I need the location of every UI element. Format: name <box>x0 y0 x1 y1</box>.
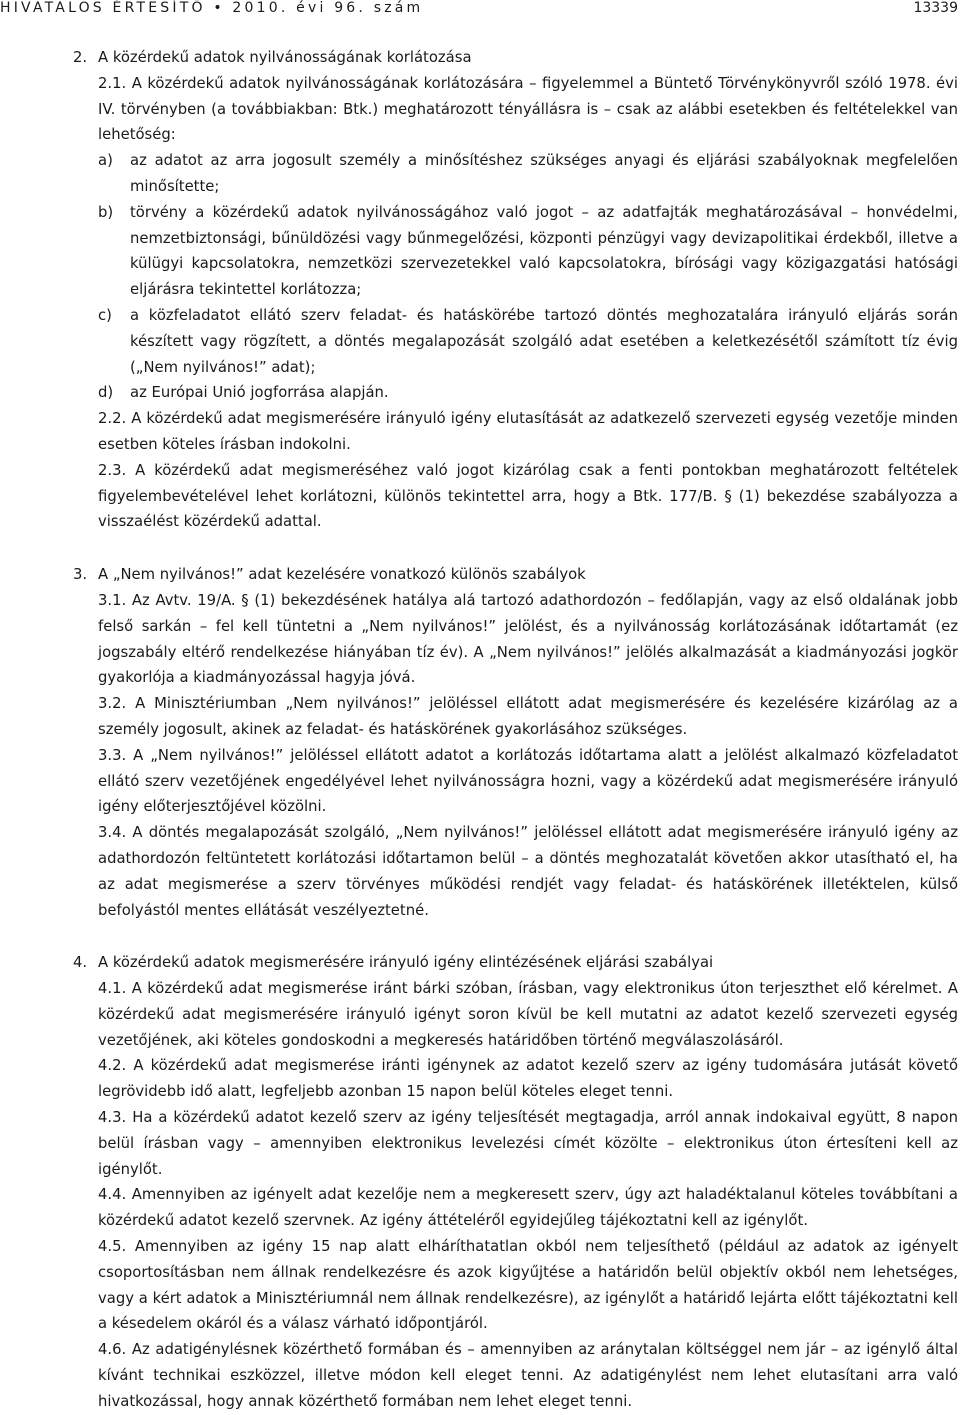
list-marker: b) <box>98 203 114 221</box>
paragraph: 2.2. A közérdekű adat megismerésére irányuló igény elutasítását az adatkezelő szervezeti egység vezetője minden esetben köteles írásban indokolni. <box>98 410 958 453</box>
section-title <box>73 45 958 71</box>
paragraph: 2.3. A közérdekű adat megismeréséhez való jogot kizárólag csak a fenti pontokban meghatározott feltételek figyelembevételével lehet korlátozni, különös tekintettel arra, hogy a Btk. 177/B. § (1) bekezdése szabályozza a visszaélést közérdekű adattal. <box>98 461 958 531</box>
list-marker: a) <box>98 152 113 170</box>
paragraph: 3.1. Az Avtv. 19/A. § (1) bekezdésének hatálya alá tartozó adathordozón – fedőlapján, vagy az első oldalának jobb felső sarkán – fel kell tüntetni a „Nem nyilvános!” jelölést, és a nyilvánosság korlátozásának időtartamát (ez jogszabály eltérő rendelkezése hiányában tíz év). A „Nem nyilvános!” jelölés alkalmazását a kiadmányozási jogkör gyakorlója a kiadmányozással hagyja jóvá. <box>98 591 958 687</box>
section-number: 2. <box>73 49 88 66</box>
section-number: 3. <box>73 566 88 584</box>
list-item-text: az Európai Unió jogforrása alapján. <box>130 384 389 402</box>
list-item <box>98 303 958 380</box>
paragraph: 3.3. A „Nem nyilvános!” jelöléssel ellátott adatot a korlátozás időtartama alatt a jelölést alkalmazó közfeladatot ellátó szerv vezetőjének engedélyével lehet nyilvánosságra hozni, vagy a közérdekű adat megismerésére irányuló igény előterjesztőjével közölni. <box>98 746 958 816</box>
section-number: 4. <box>73 954 88 972</box>
journal-title: HIVATALOS ÉRTESÍTŐ • 2010. évi 96. szám <box>0 0 424 16</box>
page-number: 13339 <box>913 0 958 16</box>
list-item <box>98 380 958 406</box>
list-item <box>98 148 958 200</box>
list-marker: c) <box>98 306 112 324</box>
section-gap <box>98 535 958 562</box>
section-title-text: A közérdekű adatok megismerésére irányuló igény elintézésének eljárási szabályai <box>98 954 714 972</box>
section-title <box>73 950 958 976</box>
section-title-text: A közérdekű adatok nyilvánosságának korlátozása <box>98 49 472 66</box>
list-item-text: az adatot az arra jogosult személy a minősítéshez szükséges anyagi és eljárási szabályoknak megfelelően minősítette; <box>130 152 958 195</box>
list-item-text: a közfeladatot ellátó szerv feladat- és hatáskörébe tartozó döntés meghozatalára irányuló eljárás során készített vagy rögzített, a döntés megalapozását szolgáló adat esetében a keletkezésétől számított tíz évig („Nem nyilvános!” adat); <box>130 306 958 376</box>
page-header <box>0 0 960 20</box>
paragraph: 3.4. A döntés megalapozását szolgáló, „Nem nyilvános!” jelöléssel ellátott adat megismerésére irányuló igény az adathordozón feltüntetett korlátozási időtartamon belül – a döntés meghozatalát követően akkor utasítható el, ha az adat megismerése a szerv törvényes működési rendjét vagy feladat- és hatáskörének illetéktelen, külső befolyástól mentes ellátását veszélyeztetné. <box>98 824 958 919</box>
document-body <box>73 45 958 1415</box>
paragraph: 2.1. A közérdekű adatok nyilvánosságának korlátozására – figyelemmel a Büntető Törvénykönyvről szóló 1978. évi IV. törvényben (a továbbiakban: Btk.) meghatározott tényállásra is – csak az alábbi esetekben és feltételekkel van lehetőség: <box>98 74 958 144</box>
paragraph: 4.2. A közérdekű adat megismerése iránti igénynek az adatot kezelő szerv az igény tudomására jutását követő legrövidebb idő alatt, legfeljebb azonban 15 napon belül köteles eleget tenni. <box>98 1057 958 1101</box>
paragraph: 4.1. A közérdekű adat megismerése iránt bárki szóban, írásban, vagy elektronikus úton terjeszthet elő kérelmet. A közérdekű adat megismerésére irányuló igényt soron kívül be kell mutatni az adatot kezelő szervezeti egység vezetőjének, aki köteles gondoskodni a megkeresés határidőben történő megválaszolásáról. <box>98 980 958 1049</box>
paragraph: 3.2. A Minisztériumban „Nem nyilvános!” jelöléssel ellátott adat megismerésére és kezelésére kizárólag az a személy jogosult, akinek az feladat- és hatáskörének gyakorlásához szükséges. <box>98 695 958 738</box>
list-item <box>98 200 958 303</box>
section-gap <box>98 923 958 950</box>
paragraph: 4.6. Az adatigénylésnek közérthető formában és – amennyiben az aránytalan költséggel nem jár – az igénylő által kívánt technikai eszközzel, illetve módon kell eleget tenni. Az adatigénylést nem lehet elutasítani arra való hivatkozással, hogy annak közérthető formában nem lehet eleget tenni. <box>98 1341 958 1410</box>
paragraph: 4.4. Amennyiben az igényelt adat kezelője nem a megkeresett szerv, úgy azt haladéktalanul köteles továbbítani a közérdekű adatot kezelő szervnek. Az igény áttételéről egyidejűleg tájékoztatni kell az igénylőt. <box>98 1186 958 1230</box>
list-item-text: törvény a közérdekű adatok nyilvánosságához való jogot – az adatfajták meghatározásával – honvédelmi, nemzetbiztonsági, bűnüldözési vagy bűnmegelőzési, központi pénzügyi vagy devizapolitikai érdekből, illetve a külügyi kapcsolatokra, nemzetközi szervezetekkel való kapcsolatokra, bírósági vagy közigazgatási hatósági eljárásra tekintettel korlátozza; <box>130 203 958 299</box>
list-marker: d) <box>98 384 114 402</box>
paragraph: 4.3. Ha a közérdekű adatot kezelő szerv az igény teljesítését megtagadja, arról annak indokaival együtt, 8 napon belül írásban vagy – amennyiben elektronikus levelezési címét közölte – elektronikus úton értesíteni kell az igénylőt. <box>98 1109 958 1178</box>
paragraph: 4.5. Amennyiben az igény 15 nap alatt elháríthatatlan okból nem teljesíthető (például az adatok az igényelt csoportosításban nem állnak rendelkezésre és azok kigyűjtése a határidőn belül objektív okból nem lehetséges, vagy a kért adatok a Minisztériumnál nem állnak rendelkezésre), az igénylőt a határidő lejárta előtt tájékoztatni kell a késedelem okáról és a válasz várható időpontjáról. <box>98 1238 958 1333</box>
section-title <box>73 562 958 588</box>
section-title-text: A „Nem nyilvános!” adat kezelésére vonatkozó különös szabályok <box>98 566 586 584</box>
